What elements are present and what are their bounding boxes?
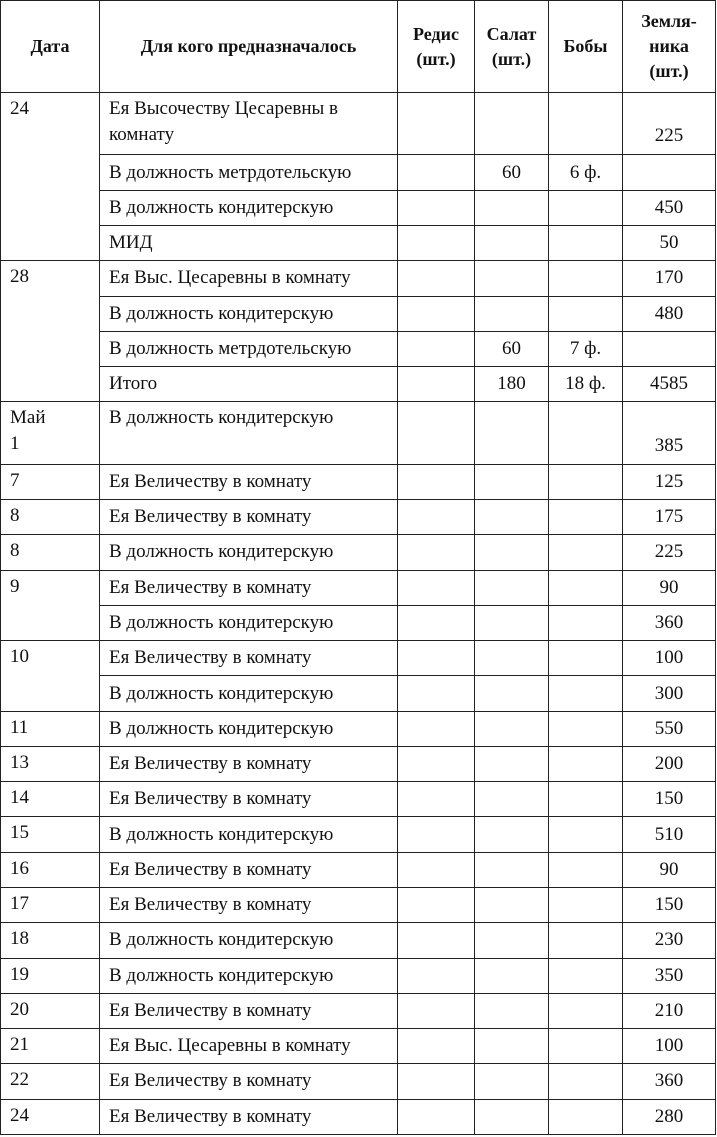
salad-cell [475,190,549,225]
table-body [1,93,716,1135]
radish-cell [398,1099,475,1134]
beans-cell [549,1029,623,1064]
table-row [1,605,716,640]
date-text: 15 [10,822,29,844]
table-row [1,676,716,711]
table-row [1,711,716,746]
radish-cell [398,500,475,535]
radish-cell [398,676,475,711]
salad-cell [475,296,549,331]
table-row [1,367,716,402]
straw-cell: 510 [623,817,716,852]
beans-cell [549,817,623,852]
beans-cell [549,190,623,225]
date-text: 14 [10,787,29,809]
table-row [1,93,716,155]
beans-cell [549,782,623,817]
radish-cell [398,711,475,746]
header-radish: Редис (шт.) [398,1,475,93]
salad-cell [475,1029,549,1064]
radish-cell [398,261,475,296]
table-row [1,852,716,887]
radish-cell [398,782,475,817]
destination-cell: Ея Выс. Цесаревны в комнату [100,1029,398,1064]
radish-cell [398,367,475,402]
salad-cell [475,464,549,499]
straw-cell: 210 [623,993,716,1028]
table-row [1,923,716,958]
straw-cell: 100 [623,641,716,676]
straw-cell: 350 [623,958,716,993]
straw-cell: 300 [623,676,716,711]
radish-cell [398,93,475,155]
straw-cell: 4585 [623,367,716,402]
salad-cell [475,261,549,296]
salad-cell [475,1099,549,1134]
date-text: 10 [10,646,29,668]
date-text: 28 [10,266,29,288]
straw-cell: 280 [623,1099,716,1134]
salad-cell [475,923,549,958]
salad-cell [475,958,549,993]
table-row [1,1099,716,1134]
header-strawberries: Земля- ника (шт.) [623,1,716,93]
radish-cell [398,817,475,852]
date-text: 24 [10,1104,29,1126]
date-cell [1,711,100,746]
straw-cell: 50 [623,226,716,261]
radish-cell [398,1029,475,1064]
date-text: Май [10,407,46,429]
table-row [1,746,716,781]
destination-cell: В должность кондитерскую [100,605,398,640]
date-cell [1,923,100,958]
straw-cell: 200 [623,746,716,781]
beans-cell [549,464,623,499]
straw-cell [623,331,716,366]
beans-cell: 7 ф. [549,331,623,366]
straw-cell: 90 [623,852,716,887]
beans-cell [549,296,623,331]
radish-cell [398,1064,475,1099]
table-row [1,1029,716,1064]
table-row [1,402,716,464]
salad-cell [475,570,549,605]
table-row [1,464,716,499]
straw-cell: 125 [623,464,716,499]
destination-cell: Ея Величеству в комнату [100,500,398,535]
radish-cell [398,402,475,464]
date-text: 22 [10,1069,29,1091]
beans-cell: 18 ф. [549,367,623,402]
table-row [1,331,716,366]
beans-cell [549,887,623,922]
date-cell [1,1064,100,1099]
straw-cell: 480 [623,296,716,331]
radish-cell [398,746,475,781]
salad-cell [475,782,549,817]
destination-cell: Ея Величеству в комнату [100,887,398,922]
destination-cell: В должность кондитерскую [100,296,398,331]
beans-cell [549,261,623,296]
destination-cell: Ея Высочеству Цесаревны в комнату [100,93,398,155]
date-cell [1,852,100,887]
beans-cell [549,993,623,1028]
destination-cell: В должность кондитерскую [100,817,398,852]
date-text: 7 [10,469,20,491]
header-row [1,1,716,93]
salad-cell [475,711,549,746]
straw-cell: 360 [623,605,716,640]
date-text: 24 [10,98,29,119]
straw-cell: 170 [623,261,716,296]
straw-cell: 360 [623,1064,716,1099]
destination-cell: В должность кондитерскую [100,711,398,746]
date-cell [1,500,100,535]
header-date: Дата [1,1,100,93]
straw-cell: 150 [623,887,716,922]
date-text: 13 [10,751,29,773]
beans-cell [549,93,623,155]
straw-cell: 550 [623,711,716,746]
straw-cell: 450 [623,190,716,225]
straw-cell: 100 [623,1029,716,1064]
salad-cell [475,993,549,1028]
beans-cell [549,605,623,640]
table-row [1,500,716,535]
date-text: 9 [10,575,20,597]
destination-cell: В должность кондитерскую [100,923,398,958]
salad-cell [475,676,549,711]
salad-cell [475,1064,549,1099]
radish-cell [398,852,475,887]
destination-cell: В должность кондитерскую [100,402,398,464]
table-row [1,296,716,331]
date-text: 11 [10,716,29,738]
date-text: 18 [10,928,29,950]
date-cell [1,887,100,922]
destination-cell: В должность метрдотельскую [100,331,398,366]
salad-cell [475,887,549,922]
beans-cell [549,746,623,781]
beans-cell [549,570,623,605]
destination-cell: Ея Величеству в комнату [100,852,398,887]
table-row [1,190,716,225]
radish-cell [398,331,475,366]
table-row [1,1064,716,1099]
table-row [1,958,716,993]
date-cell [1,641,100,712]
salad-cell [475,605,549,640]
beans-cell [549,923,623,958]
table-row [1,155,716,190]
destination-cell: Ея Величеству в комнату [100,993,398,1028]
table-row [1,993,716,1028]
date-text: 20 [10,998,29,1020]
destination-cell: Ея Величеству в комнату [100,782,398,817]
date-text: 17 [10,892,29,914]
date-cell [1,464,100,499]
date-text: 8 [10,505,20,527]
radish-cell [398,570,475,605]
radish-cell [398,226,475,261]
radish-cell [398,155,475,190]
header-destination: Для кого предназначалось [100,1,398,93]
date-text: 21 [10,1034,29,1056]
straw-cell: 225 [623,93,716,155]
straw-cell: 90 [623,570,716,605]
radish-cell [398,535,475,570]
salad-cell [475,500,549,535]
salad-cell [475,852,549,887]
date-text: 16 [10,857,29,879]
table-row [1,817,716,852]
salad-cell [475,746,549,781]
destination-cell: МИД [100,226,398,261]
header-salad: Салат (шт.) [475,1,549,93]
destination-cell: Ея Величеству в комнату [100,464,398,499]
straw-cell: 150 [623,782,716,817]
beans-cell [549,226,623,261]
salad-cell [475,402,549,464]
beans-cell [549,676,623,711]
date-cell [1,535,100,570]
table-row [1,261,716,296]
date-cell [1,746,100,781]
beans-cell: 6 ф. [549,155,623,190]
radish-cell [398,190,475,225]
beans-cell [549,711,623,746]
table-row [1,887,716,922]
destination-cell: Ея Величеству в комнату [100,641,398,676]
destination-cell: В должность кондитерскую [100,190,398,225]
beans-cell [549,1099,623,1134]
salad-cell: 60 [475,155,549,190]
table-row [1,570,716,605]
radish-cell [398,296,475,331]
destination-cell: Ея Величеству в комнату [100,1099,398,1134]
destination-cell: В должность кондитерскую [100,676,398,711]
straw-cell: 230 [623,923,716,958]
destination-cell: Ея Выс. Цесаревны в комнату [100,261,398,296]
beans-cell [549,535,623,570]
radish-cell [398,464,475,499]
beans-cell [549,641,623,676]
straw-cell: 385 [623,402,716,464]
salad-cell [475,93,549,155]
straw-cell [623,155,716,190]
salad-cell: 60 [475,331,549,366]
table-row [1,535,716,570]
date-cell [1,782,100,817]
destination-cell: В должность кондитерскую [100,535,398,570]
straw-cell: 175 [623,500,716,535]
salad-cell [475,226,549,261]
destination-cell: Ея Величеству в комнату [100,746,398,781]
date-cell [1,93,100,261]
date-cell [1,402,100,464]
date-cell [1,817,100,852]
radish-cell [398,887,475,922]
table-row [1,641,716,676]
date-text: 8 [10,540,20,562]
date-cell [1,570,100,641]
salad-cell: 180 [475,367,549,402]
date-cell [1,1029,100,1064]
radish-cell [398,641,475,676]
beans-cell [549,402,623,464]
table-row [1,782,716,817]
table-row [1,226,716,261]
beans-cell [549,500,623,535]
date-cell [1,261,100,402]
beans-cell [549,1064,623,1099]
radish-cell [398,993,475,1028]
destination-cell: Итого [100,367,398,402]
straw-cell: 225 [623,535,716,570]
salad-cell [475,535,549,570]
beans-cell [549,958,623,993]
date-text: 19 [10,963,29,985]
radish-cell [398,605,475,640]
date-cell [1,993,100,1028]
salad-cell [475,817,549,852]
radish-cell [398,958,475,993]
date-cell [1,1099,100,1134]
date-text: 1 [10,433,20,455]
date-cell [1,958,100,993]
beans-cell [549,852,623,887]
salad-cell [475,641,549,676]
destination-cell: В должность кондитерскую [100,958,398,993]
header-beans: Бобы [549,1,623,93]
destination-cell: Ея Величеству в комнату [100,570,398,605]
destination-cell: Ея Величеству в комнату [100,1064,398,1099]
radish-cell [398,923,475,958]
destination-cell: В должность метрдотельскую [100,155,398,190]
